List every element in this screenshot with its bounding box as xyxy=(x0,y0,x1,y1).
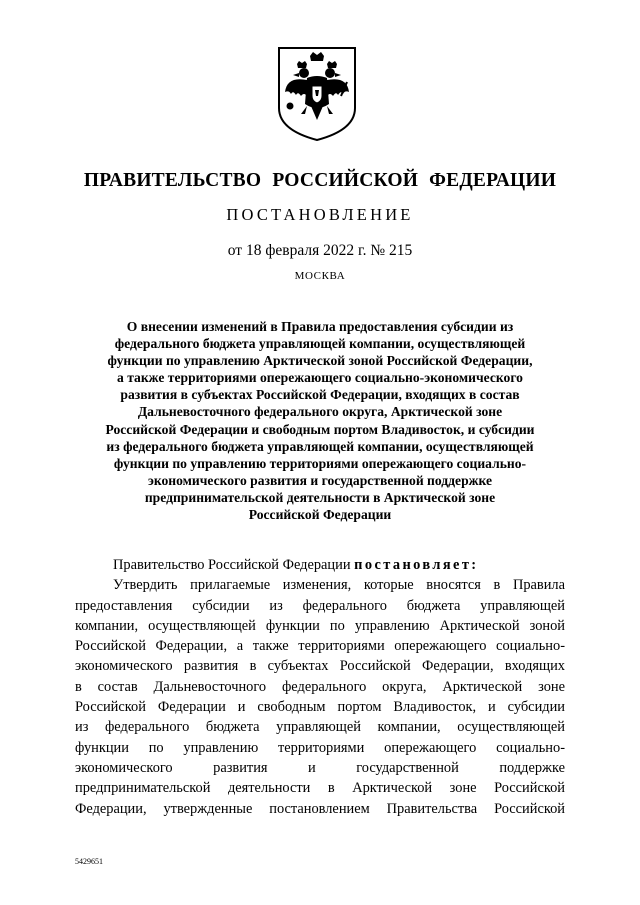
subject-line: экономического развития и государственной поддержке xyxy=(147,472,493,488)
document-subject xyxy=(70,318,570,523)
subject-line: предпринимательской деятельности в Арктической зоне xyxy=(144,489,496,505)
subject-line: функции по управлению Арктической зоной Российской Федерации, xyxy=(107,353,533,369)
subject-line: федерального бюджета управляющей компании, осуществляющей xyxy=(114,336,526,352)
decree-verb: постановляет: xyxy=(354,557,479,573)
decree-clause xyxy=(75,555,565,575)
subject-line: Российской Федерации xyxy=(248,507,392,523)
paragraph-line: Российской Федерации, а также территориями опережающего социально- xyxy=(75,638,565,655)
document-city: МОСКВА xyxy=(294,270,346,282)
paragraph-line: Утвердить прилагаемые изменения, которые вносятся в Правила xyxy=(113,577,565,594)
paragraph-line: экономического развития и государственной поддержке xyxy=(75,759,565,776)
paragraph-line: Федерации, утвержденные постановлением Правительства Российской xyxy=(75,800,565,817)
subject-line: функции по управлению территориями опережающего социально- xyxy=(113,455,527,471)
paragraph-line: функции по управлению территориями опережающего социально- xyxy=(75,739,565,756)
paragraph-line: предоставления субсидии из федерального бюджета управляющей xyxy=(75,597,565,614)
subject-line: Российской Федерации и свободным портом Владивосток, и субсидии xyxy=(105,421,535,437)
document-date-number: от 18 февраля 2022 г. № 215 xyxy=(227,242,413,259)
paragraph-line: экономического развития в субъектах Российской Федерации, входящих xyxy=(75,658,565,675)
subject-line: а также территориями опережающего социально-экономического xyxy=(117,370,523,386)
paragraph-line: в состав Дальневосточного федерального округа, Арктической зоне xyxy=(75,678,565,695)
decree-intro: Правительство Российской Федерации xyxy=(113,557,351,573)
document-body xyxy=(75,555,565,819)
subject-line: О внесении изменений в Правила предоставления субсидии из xyxy=(126,319,514,334)
paragraph-line: предпринимательской деятельности в Арктической зоне Российской xyxy=(75,780,565,797)
subject-line: из федерального бюджета управляющей компании, осуществляющей xyxy=(106,438,534,454)
subject-line: Дальневосточного федерального округа, Арктической зоне xyxy=(137,404,503,420)
government-title: ПРАВИТЕЛЬСТВО РОССИЙСКОЙ ФЕДЕРАЦИИ xyxy=(83,170,557,191)
subject-line: развития в субъектах Российской Федерации, входящих в состав xyxy=(120,387,520,403)
paragraph-line: из федерального бюджета управляющей компании, осуществляющей xyxy=(75,719,565,736)
document-footer-number: 5429651 xyxy=(75,857,103,866)
coat-of-arms-icon xyxy=(277,46,357,142)
paragraph-line: компании, осуществляющей функции по управлению Арктической зоной xyxy=(75,617,565,634)
paragraph-line: Российской Федерации и свободным портом Владивосток, и субсидии xyxy=(75,699,565,716)
document-type: ПОСТАНОВЛЕНИЕ xyxy=(226,205,414,224)
